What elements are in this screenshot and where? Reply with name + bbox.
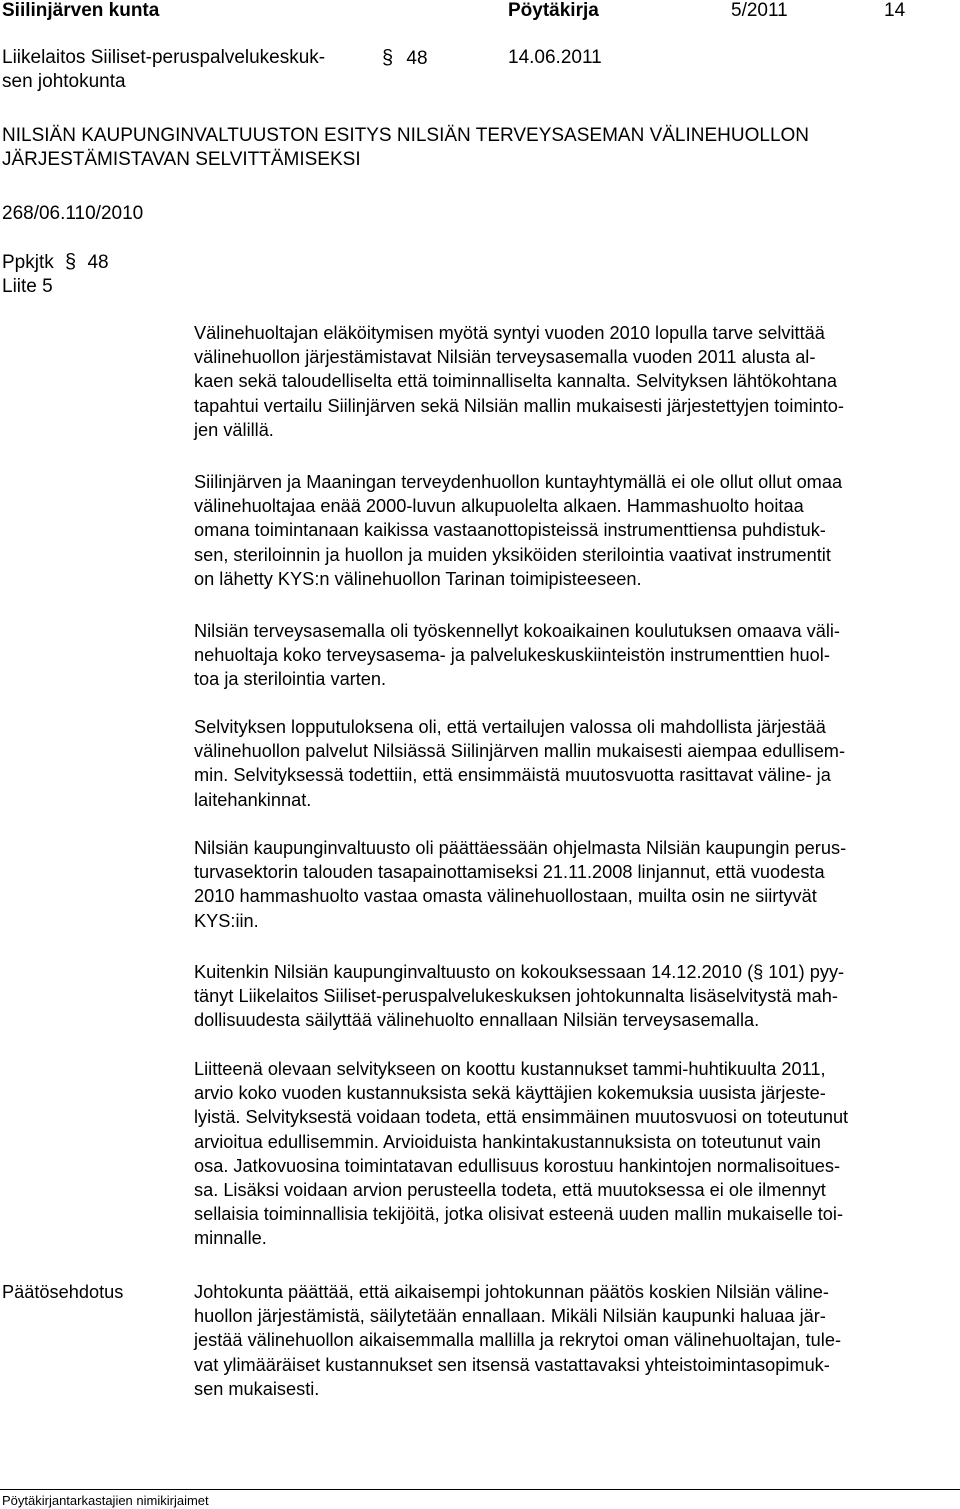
- unit-name-line1: Liikelaitos Siiliset-peruspalvelukeskuk-: [2, 47, 326, 68]
- title-line1: NILSIÄN KAUPUNGINVALTUUSTON ESITYS NILSIÄN TERVEYSASEMAN VÄLINEHUOLLON: [2, 125, 810, 146]
- paragraph-line: min. Selvityksessä todettiin, että ensimmäistä muutosvuotta rasittavat väline- ja: [194, 765, 831, 786]
- proposal-label: Päätösehdotus: [2, 1282, 124, 1302]
- paragraph-line: lyistä. Selvityksestä voidaan todeta, että ensimmäinen muutosvuosi on toteutunut: [194, 1107, 849, 1128]
- paragraph-line: jen välillä.: [194, 419, 274, 440]
- paragraph-line: arvio koko vuoden kustannuksista sekä käyttäjien kokemuksia uusista järjeste-: [194, 1083, 826, 1104]
- paragraph: [194, 715, 954, 812]
- paragraph-line: dollisuudesta säilyttää välinehuolto ennallaan Nilsiän terveysasemalla.: [194, 1010, 760, 1031]
- document-number: 5/2011: [731, 0, 788, 21]
- paragraph-line: sen, steriloinnin ja huollon ja muiden yksiköiden sterilointia vaativat instrumentit: [194, 544, 831, 565]
- paragraph-line: turvasektorin talouden tasapainottamiseksi 21.11.2008 linjannut, että vuodesta: [194, 862, 825, 883]
- paragraph-line: sellaisia toiminnallisia tekijöitä, jotka olisivat esteenä uuden mallin mukaiselle toi-: [194, 1204, 844, 1225]
- paragraph-line: Kuitenkin Nilsiän kaupunginvaltuusto on kokouksessaan 14.12.2010 (§ 101) pyy-: [194, 962, 845, 982]
- paragraph-line: Selvityksen lopputuloksena oli, että vertailujen valossa oli mahdollista järjestää: [194, 717, 826, 737]
- paragraph-line: sa. Lisäksi voidaan arvion perusteella todeta, että muutoksessa ei ole ilmennyt: [194, 1180, 826, 1201]
- paragraph-line: laitehankinnat.: [194, 789, 312, 810]
- paragraph-line: kaen sekä taloudelliselta että toiminnalliselta kannalta. Selvityksen lähtökohtana: [194, 371, 838, 392]
- paragraph-line: minnalle.: [194, 1228, 267, 1249]
- paragraph-line: toa ja sterilointia varten.: [194, 669, 387, 690]
- paragraph-line: on lähetty KYS:n välinehuollon Tarinan toimipisteeseen.: [194, 568, 642, 589]
- paragraph: [194, 619, 954, 692]
- unit-name-line2: sen johtokunta: [2, 71, 126, 92]
- page-number: 14: [884, 0, 906, 21]
- header-section: [382, 46, 428, 71]
- paragraph-line: välinehuollon palvelut Nilsiässä Siilinjärven mallin mukaisesti aiempaa edullisem-: [194, 741, 846, 762]
- paragraph-line: tapahtui vertailu Siilinjärven sekä Nilsiän mallin mukaisesti järjestettyjen toiminto-: [194, 395, 844, 416]
- paragraph-line: Siilinjärven ja Maaningan terveydenhuollon kuntayhtymällä ei ole ollut ollut omaa: [194, 472, 843, 492]
- paragraph-line: nehuoltaja koko terveysasema- ja palvelukeskuskiinteistön instrumenttien huol-: [194, 645, 830, 666]
- proposal-line: huollon järjestämistä, säilytetään ennallaan. Mikäli Nilsiän kaupunki haluaa jär-: [194, 1306, 826, 1327]
- document-type: Pöytäkirja: [508, 0, 599, 21]
- paragraph: [194, 470, 954, 591]
- title-line2: JÄRJESTÄMISTAVAN SELVITTÄMISEKSI: [2, 149, 361, 170]
- meeting-date: 14.06.2011: [508, 47, 602, 68]
- proposal-line: Johtokunta päättää, että aikaisempi johtokunnan päätös koskien Nilsiän väline-: [194, 1282, 829, 1302]
- proposal-line: sen mukaisesti.: [194, 1378, 320, 1399]
- organization-name: Siilinjärven kunta: [2, 0, 160, 21]
- record-section: [2, 250, 109, 275]
- paragraph-line: välinehuoltajaa enää 2000-luvun alkupuolelta alkaen. Hammashuolto hoitaa: [194, 496, 804, 517]
- paragraph-line: tänyt Liikelaitos Siiliset-peruspalvelukeskuksen johtokunnalta lisäselvitystä mah-: [194, 986, 838, 1007]
- paragraph-line: arvioitua edullisemmin. Arvioiduista hankintakustannuksista on toteutunut vain: [194, 1131, 821, 1152]
- signature-divider: [0, 1489, 960, 1490]
- paragraph: [194, 1057, 954, 1251]
- proposal-line: jestää välinehuollon aikaisemmalla mallilla ja rekrytoi oman välinehuoltajan, tule-: [194, 1330, 841, 1351]
- section-number: 48: [406, 48, 428, 69]
- section-number: 48: [87, 252, 109, 273]
- paragraph-line: Liitteenä olevaan selvitykseen on koottu kustannukset tammi-huhtikuulta 2011,: [194, 1059, 826, 1079]
- signatures-label: Pöytäkirjantarkastajien nimikirjaimet: [2, 1493, 209, 1508]
- proposal-text: [194, 1280, 954, 1401]
- diary-number: 268/06.110/2010: [2, 203, 144, 224]
- paragraph: [194, 836, 954, 933]
- section-symbol: §: [65, 251, 77, 273]
- paragraph-line: KYS:iin.: [194, 910, 259, 931]
- paragraph: [194, 960, 954, 1033]
- section-symbol: §: [382, 47, 394, 69]
- paragraph-line: Nilsiän kaupunginvaltuusto oli päättäessään ohjelmasta Nilsiän kaupungin perus-: [194, 838, 847, 858]
- paragraph-line: Välinehuoltajan eläköitymisen myötä syntyi vuoden 2010 lopulla tarve selvittää: [194, 323, 825, 343]
- paragraph-line: 2010 hammashuolto vastaa omasta välinehuollostaan, muilta osin ne siirtyvät: [194, 886, 817, 907]
- paragraph-line: omana toimintanaan kaikissa vastaanottopisteissä instrumenttiensa puhdistuk-: [194, 520, 826, 541]
- paragraph-line: välinehuollon järjestämistavat Nilsiän terveysasemalla vuoden 2011 alusta al-: [194, 347, 816, 368]
- record-body: Ppkjtk: [2, 252, 54, 273]
- attachment-label: Liite 5: [2, 276, 53, 297]
- paragraph: [194, 321, 954, 442]
- proposal-line: vat ylimääräiset kustannukset sen itsensä vastattavaksi yhteistoimintasopimuk-: [194, 1354, 830, 1375]
- paragraph-line: osa. Jatkovuosina toimintatavan edullisuus korostuu hankintojen normalisoitues-: [194, 1155, 841, 1176]
- paragraph-line: Nilsiän terveysasemalla oli työskennellyt kokoaikainen koulutuksen omaava väli-: [194, 621, 840, 641]
